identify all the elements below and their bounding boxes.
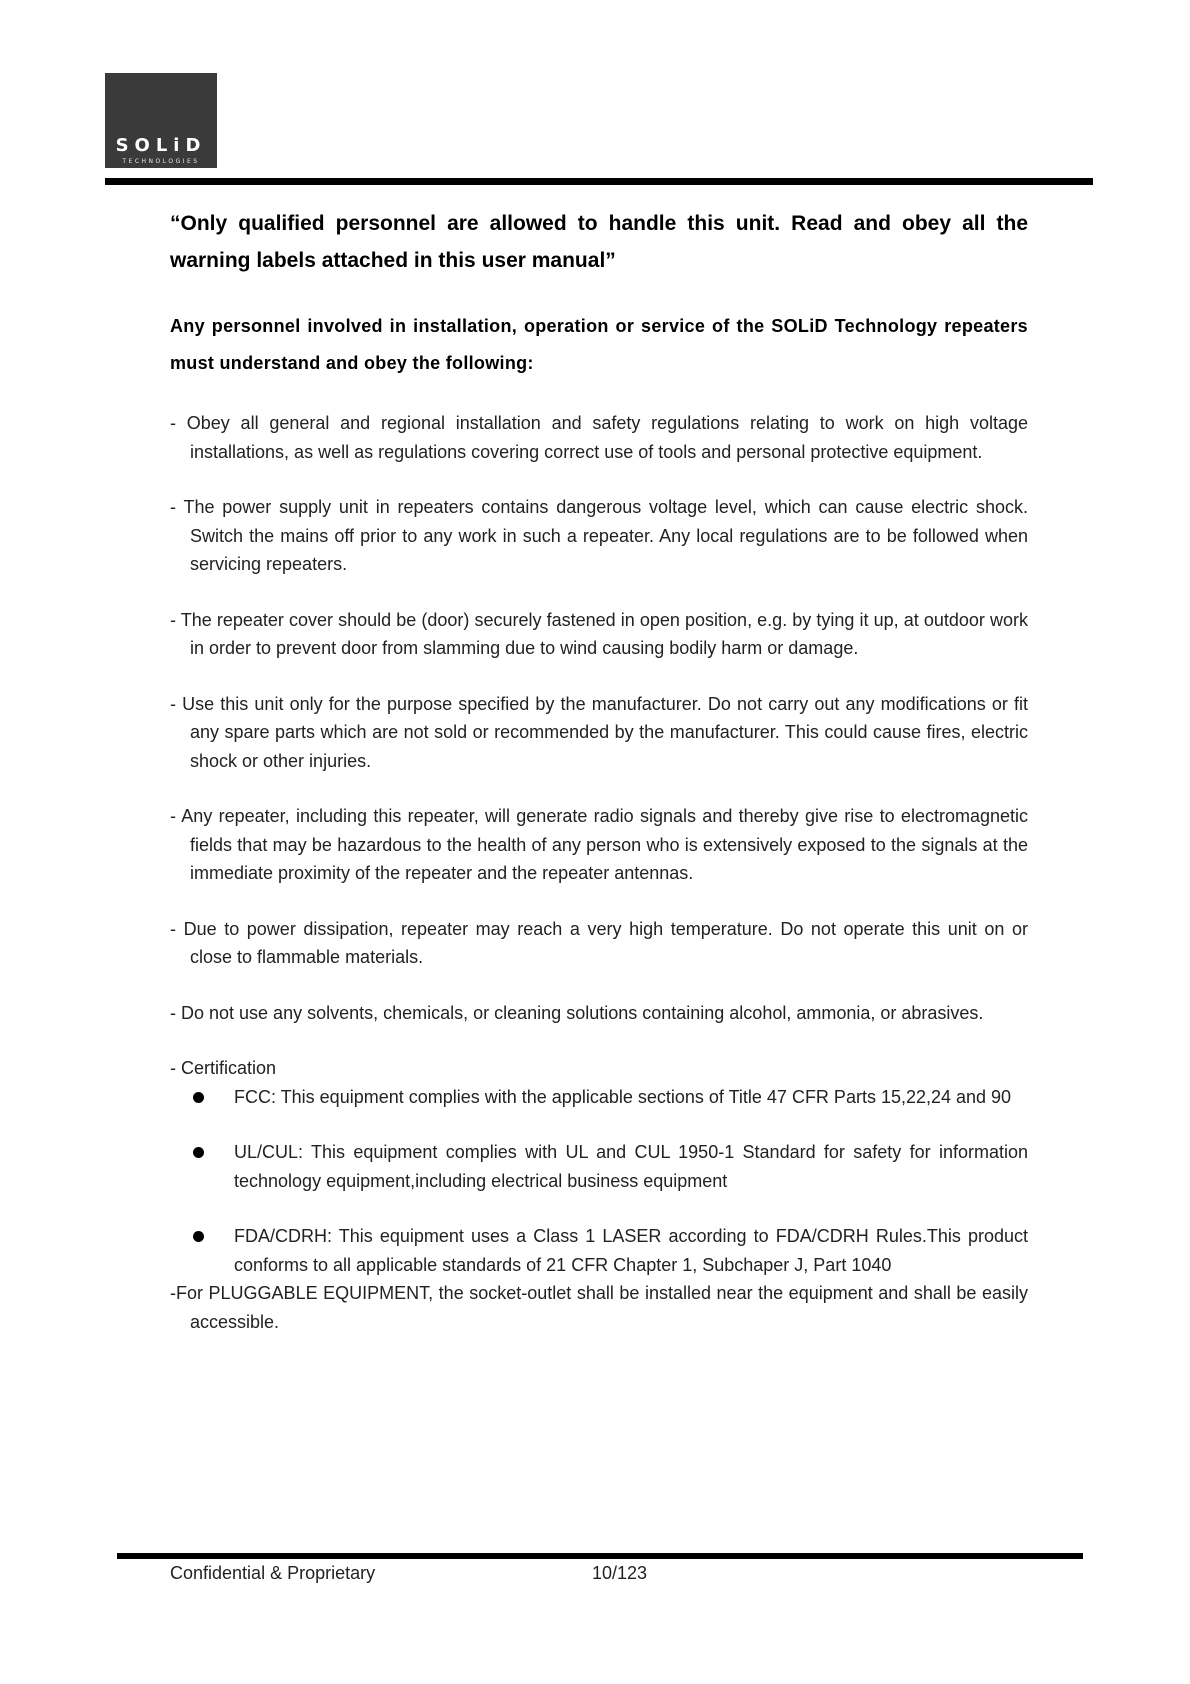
- company-logo: [105, 73, 217, 168]
- certification-text: FCC: This equipment complies with the applicable sections of Title 47 CFR Parts 15,22,24 and 90: [234, 1086, 1012, 1107]
- safety-item: - Do not use any solvents, chemicals, or cleaning solutions containing alcohol, ammonia, or abrasives.: [170, 1002, 984, 1023]
- certification-item: [170, 1083, 1028, 1112]
- safety-item: - The power supply unit in repeaters contains dangerous voltage level, which can cause electric shock. Switch the mains off prior to any work in such a repeater. Any local regulations are to be followed when servicing repeaters.: [170, 497, 1028, 574]
- logo-subtitle: TECHNOLOGIES: [122, 158, 200, 165]
- certification-heading: - Certification: [170, 1058, 277, 1078]
- safety-item: - The repeater cover should be (door) securely fastened in open position, e.g. by tying it up, at outdoor work in order to prevent door from slamming due to wind causing bodily harm or damage.: [170, 609, 1028, 658]
- safety-items: [170, 409, 1028, 1336]
- footer-confidential: Confidential & Proprietary: [170, 1563, 376, 1583]
- safety-item: - Use this unit only for the purpose specified by the manufacturer. Do not carry out any modifications or fit any spare parts which are not sold or recommended by the manufacturer. This could cause fires, electric shock or other injuries.: [170, 693, 1028, 771]
- warning-intro: Any personnel involved in installation, operation or service of the SOLiD Technology repeaters must understand and obey the following:: [170, 316, 1028, 373]
- page-number: 10/123: [592, 1563, 648, 1583]
- safety-item-pluggable: -For PLUGGABLE EQUIPMENT, the socket-outlet shall be installed near the equipment and shall be easily accessible.: [170, 1283, 1028, 1332]
- certification-text: UL/CUL: This equipment complies with UL and CUL 1950-1 Standard for safety for information technology equipment,including electrical business equipment: [234, 1142, 1028, 1191]
- safety-item: - Obey all general and regional installation and safety regulations relating to work on high voltage installations, as well as regulations covering correct use of tools and personal protective equipment.: [170, 413, 1028, 462]
- bullet-dot-icon: [193, 1092, 204, 1103]
- certification-list: [170, 1083, 1028, 1280]
- logo-wordmark: SOLiD: [115, 135, 207, 156]
- page-content: [170, 205, 1028, 1336]
- certification-text: FDA/CDRH: This equipment uses a Class 1 LASER according to FDA/CDRH Rules.This product conforms to all applicable standards of 21 CFR Chapter 1, Subchaper J, Part 1040: [234, 1226, 1028, 1275]
- certification-item: [170, 1138, 1028, 1195]
- bullet-dot-icon: [193, 1231, 204, 1242]
- header-rule: [105, 178, 1093, 185]
- safety-item: - Due to power dissipation, repeater may reach a very high temperature. Do not operate this unit on or close to flammable materials.: [170, 918, 1028, 967]
- footer-rule: [117, 1553, 1083, 1559]
- certification-item: [170, 1222, 1028, 1279]
- bullet-dot-icon: [193, 1147, 204, 1158]
- safety-item: - Any repeater, including this repeater, will generate radio signals and thereby give rise to electromagnetic fields that may be hazardous to the health of any person who is extensively exposed to the signals at the immediate proximity of the repeater and the repeater antennas.: [170, 806, 1028, 883]
- warning-lead: “Only qualified personnel are allowed to handle this unit. Read and obey all the warning labels attached in this user manual”: [170, 212, 1028, 272]
